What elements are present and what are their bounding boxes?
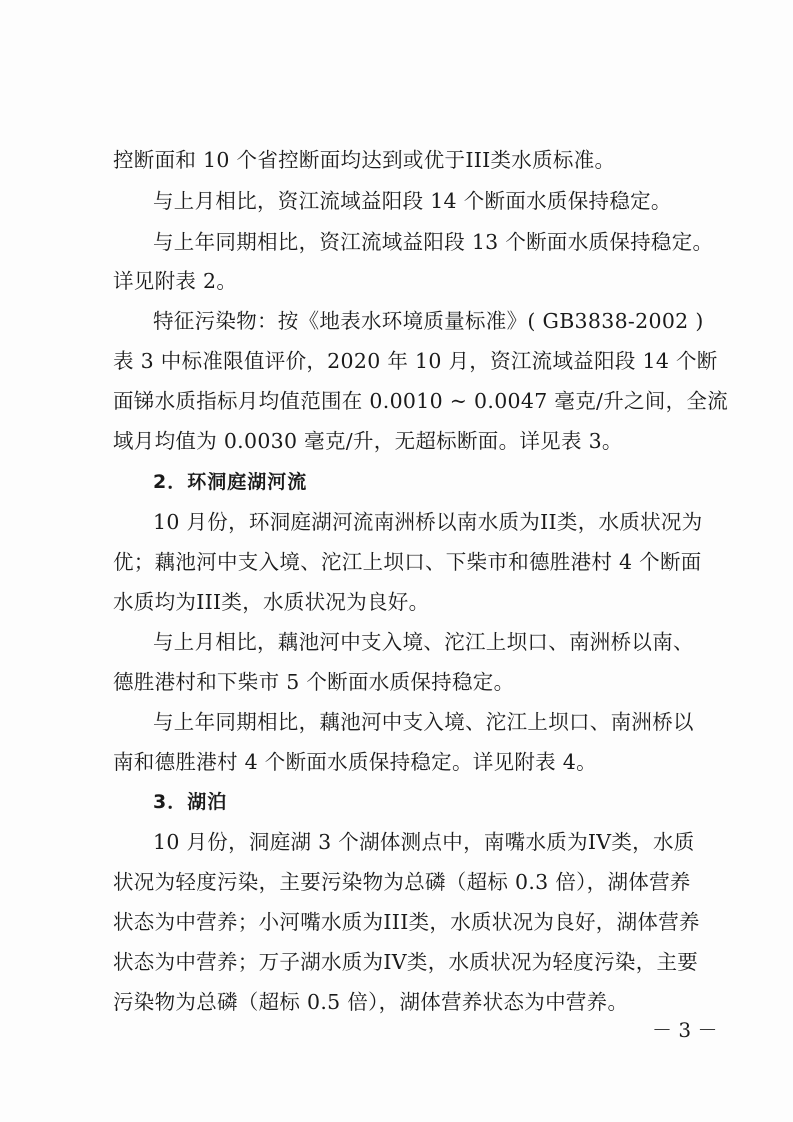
paragraph-line: 状态为中营养；万子湖水质为IV类，水质状况为轻度污染，主要 bbox=[113, 950, 699, 974]
paragraph-line: 南和德胜港村 4 个断面水质保持稳定。详见附表 4。 bbox=[113, 750, 597, 774]
paragraph-line: 面锑水质指标月均值范围在 0.0010 ~ 0.0047 毫克/升之间，全流 bbox=[113, 389, 729, 413]
paragraph-line: 与上月相比，藕池河中支入境、沱江上坝口、南洲桥以南、 bbox=[153, 630, 694, 654]
paragraph-line: 表 3 中标准限值评价，2020 年 10 月，资江流域益阳段 14 个断 bbox=[113, 349, 718, 373]
page-number: － 3 － bbox=[652, 1018, 718, 1042]
paragraph-line: 与上月相比，资江流域益阳段 14 个断面水质保持稳定。 bbox=[153, 189, 672, 213]
paragraph-line: 水质均为III类，水质状况为良好。 bbox=[113, 590, 430, 614]
paragraph-line: 与上年同期相比，藕池河中支入境、沱江上坝口、南洲桥以 bbox=[153, 710, 694, 734]
paragraph-line: 详见附表 2。 bbox=[113, 269, 238, 293]
paragraph-line: 10 月份，环洞庭湖河流南洲桥以南水质为II类，水质状况为 bbox=[153, 510, 703, 534]
paragraph-line: 域月均值为 0.0030 毫克/升，无超标断面。详见表 3。 bbox=[113, 429, 623, 453]
section-heading: 3．湖泊 bbox=[153, 791, 228, 813]
paragraph-line: 控断面和 10 个省控断面均达到或优于III类水质标准。 bbox=[113, 148, 616, 172]
paragraph-line: 德胜港村和下柴市 5 个断面水质保持稳定。 bbox=[113, 670, 515, 694]
paragraph-line: 与上年同期相比，资江流域益阳段 13 个断面水质保持稳定。 bbox=[153, 230, 714, 254]
section-heading: 2．环洞庭湖河流 bbox=[153, 471, 308, 493]
paragraph-line: 状态为中营养；小河嘴水质为III类，水质状况为良好，湖体营养 bbox=[113, 910, 700, 934]
paragraph-line: 10 月份，洞庭湖 3 个湖体测点中，南嘴水质为IV类，水质 bbox=[153, 830, 695, 854]
paragraph-line: 污染物为总磷（超标 0.5 倍），湖体营养状态为中营养。 bbox=[113, 990, 629, 1014]
paragraph-line: 特征污染物：按《地表水环境质量标准》( GB3838-2002 ) bbox=[153, 309, 704, 333]
paragraph-line: 优；藕池河中支入境、沱江上坝口、下柴市和德胜港村 4 个断面 bbox=[113, 550, 702, 574]
paragraph-line: 状况为轻度污染，主要污染物为总磷（超标 0.3 倍），湖体营养 bbox=[113, 870, 691, 894]
